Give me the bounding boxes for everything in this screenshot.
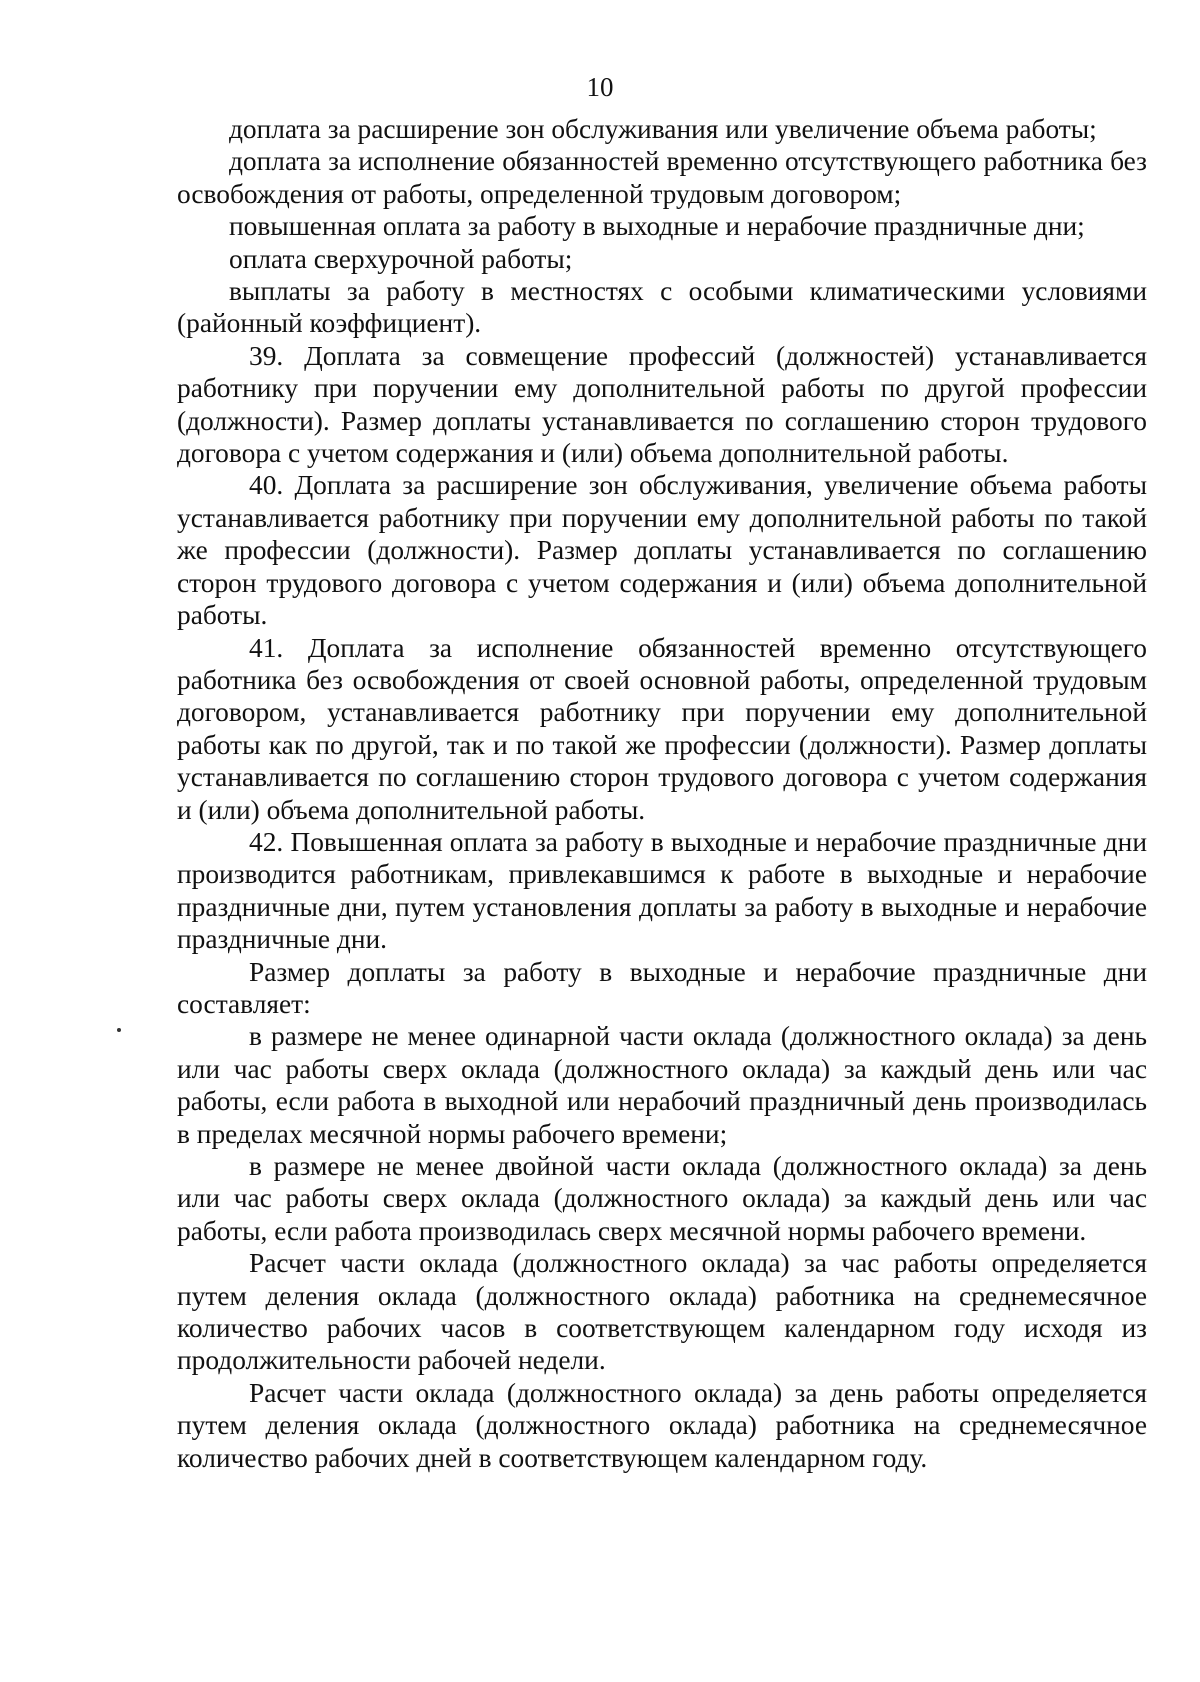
- paragraph: повышенная оплата за работу в выходные и нерабочие праздничные дни;: [229, 211, 1085, 242]
- paragraph-item-42: 42. Повышенная оплата за работу в выходные и нерабочие праздничные дни производится работникам, привлекавшимся к работе в выходные и нерабочие праздничные дни, путем установления доплаты за работу в выходные и нерабочие праздничные дни.: [177, 826, 1147, 955]
- paragraph-item-40: 40. Доплата за расширение зон обслуживания, увеличение объема работы устанавливается работнику при поручении ему дополнительной работы по такой же профессии (должности). Размер доплаты устанавливается по соглашению сторон трудового договора с учетом содержания и (или) объема дополнительной работы.: [177, 470, 1147, 631]
- paragraph: Расчет части оклада (должностного оклада) за час работы определяется путем деления оклада (должностного оклада) работника на среднемесячное количество рабочих часов в соответствующем календарном году исходя из продолжительности рабочей недели.: [177, 1248, 1147, 1376]
- paragraph: оплата сверхурочной работы;: [229, 243, 573, 274]
- document-body: [177, 113, 1147, 1474]
- page-number: 10: [586, 72, 614, 102]
- paragraph-item-41: 41. Доплата за исполнение обязанностей временно отсутствующего работника без освобождения от своей основной работы, определенной трудовым договором, устанавливается работнику при поручении ему дополнительной работы как по другой, так и по такой же профессии (должности). Размер доплаты устанавливается по соглашению сторон трудового договора с учетом содержания и (или) объема дополнительной работы.: [177, 632, 1147, 825]
- paragraph: доплата за расширение зон обслуживания или увеличение объема работы;: [229, 114, 1097, 144]
- scan-speck: [117, 1028, 121, 1032]
- paragraph: Расчет части оклада (должностного оклада) за день работы определяется путем деления оклада (должностного оклада) работника на среднемесячное количество рабочих дней в соответствующем календарном году.: [177, 1377, 1147, 1473]
- paragraph: выплаты за работу в местностях с особыми климатическими условиями (районный коэффициент).: [177, 276, 1147, 339]
- paragraph: в размере не менее одинарной части оклада (должностного оклада) за день или час работы сверх оклада (должностного оклада) за каждый день или час работы, если работа в выходной или нерабочий праздничный день производилась в пределах месячной нормы рабочего времени;: [177, 1021, 1147, 1149]
- paragraph: Размер доплаты за работу в выходные и нерабочие праздничные дни составляет:: [177, 956, 1147, 1019]
- paragraph: в размере не менее двойной части оклада (должностного оклада) за день или час работы сверх оклада (должностного оклада) за каждый день или час работы, если работа производилась сверх месячной нормы рабочего времени.: [177, 1151, 1147, 1246]
- paragraph-item-39: 39. Доплата за совмещение профессий (должностей) устанавливается работнику при поручении ему дополнительной работы по другой профессии (должности). Размер доплаты устанавливается по соглашению сторон трудового договора с учетом содержания и (или) объема дополнительной работы.: [177, 340, 1147, 469]
- paragraph: доплата за исполнение обязанностей временно отсутствующего работника без освобождения от работы, определенной трудовым договором;: [177, 146, 1147, 209]
